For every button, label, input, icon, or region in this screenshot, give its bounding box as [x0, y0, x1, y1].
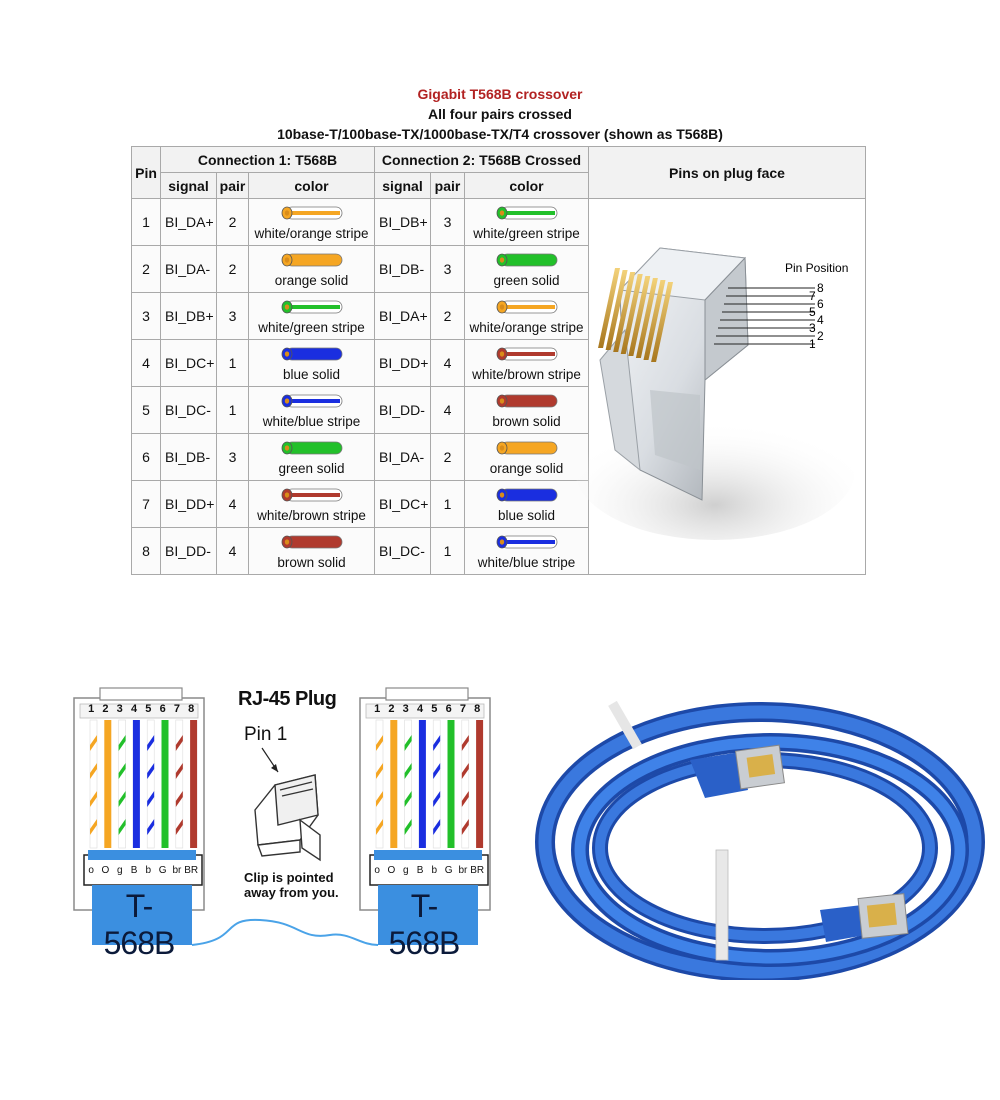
pair-cell: 2	[431, 434, 465, 481]
plug-pin-number: 1	[809, 337, 816, 351]
pair-cell: 1	[431, 481, 465, 528]
wire-color-code: br	[172, 865, 182, 876]
clip-note-line2: away from you.	[244, 885, 339, 900]
signal-cell: BI_DC+	[161, 340, 217, 387]
wire-pin-number: 1	[88, 703, 95, 715]
signal-cell: BI_DB+	[375, 199, 431, 246]
pair-cell: 4	[431, 340, 465, 387]
color-label: orange solid	[489, 461, 564, 476]
wire-pin-number: 3	[402, 703, 409, 715]
wire-pin-number: 2	[388, 703, 395, 715]
color-label: orange solid	[274, 273, 349, 288]
color-label: white/orange stripe	[254, 226, 369, 241]
wire-pin-number: 3	[116, 703, 123, 715]
rj45-plug-title: RJ-45 Plug	[238, 688, 337, 710]
color-label: green solid	[493, 273, 560, 288]
pair-cell: 2	[217, 246, 249, 293]
pin-cell: 4	[132, 340, 161, 387]
pin-cell: 7	[132, 481, 161, 528]
wire-pin-number: 4	[130, 703, 138, 715]
connector-wire	[104, 720, 111, 848]
right-pin-numbers	[370, 703, 484, 715]
wire-color-code: b	[431, 865, 438, 876]
pair-cell: 1	[431, 528, 465, 575]
pin-header: Pin	[132, 147, 161, 199]
color-label: white/green stripe	[473, 226, 580, 241]
signal-cell: BI_DC-	[375, 528, 431, 575]
pin-cell: 3	[132, 293, 161, 340]
pair-cell: 2	[217, 199, 249, 246]
wire-pin-number: 1	[374, 703, 381, 715]
wire-pin-number: 8	[474, 703, 481, 715]
wire-color-code: o	[374, 865, 380, 876]
clip-note-line1: Clip is pointed	[244, 870, 334, 885]
wire-color-code: G	[158, 865, 167, 876]
signal-cell: BI_DB+	[161, 293, 217, 340]
connector-wire	[390, 720, 397, 848]
color-label: white/brown stripe	[472, 367, 581, 382]
pair-cell: 4	[217, 481, 249, 528]
right-color-codes	[370, 865, 484, 876]
signal-cell: BI_DB-	[375, 246, 431, 293]
pair-cell: 1	[217, 387, 249, 434]
pair-subheader: pair	[217, 173, 249, 199]
pair-cell: 1	[217, 340, 249, 387]
pin-cell: 6	[132, 434, 161, 481]
color-label: green solid	[278, 461, 345, 476]
signal-cell: BI_DD+	[161, 481, 217, 528]
rj45-plug-sketch	[255, 775, 320, 860]
wire-color-code: br	[458, 865, 468, 876]
wire-pin-number: 6	[445, 703, 452, 715]
plug-pin-number: 7	[809, 289, 816, 303]
plug-pin-number: 8	[817, 281, 824, 295]
plug-pin-number: 6	[817, 297, 824, 311]
plug-pin-number: 3	[809, 321, 816, 335]
pair-cell: 4	[217, 528, 249, 575]
color-label: white/green stripe	[258, 320, 365, 335]
wire-pin-number: 5	[145, 703, 152, 715]
left-color-codes	[84, 865, 198, 876]
flat-blue-ethernet-cable	[545, 701, 975, 972]
wire-pin-number: 2	[102, 703, 109, 715]
signal-subheader: signal	[375, 173, 431, 199]
connection-2-header: Connection 2: T568B Crossed	[375, 147, 589, 173]
wire-color-code: b	[145, 865, 152, 876]
color-subheader: color	[465, 173, 589, 199]
diagram-title: Gigabit T568B crossover	[417, 86, 583, 102]
color-label: brown solid	[277, 555, 346, 570]
signal-cell: BI_DD-	[161, 528, 217, 575]
connection-1-header: Connection 1: T568B	[161, 147, 375, 173]
wire-pin-number: 4	[416, 703, 424, 715]
pair-cell: 3	[217, 434, 249, 481]
connector-wire	[448, 720, 455, 848]
wire-color-code: B	[130, 865, 138, 876]
wire-color-code: g	[402, 865, 409, 876]
pair-cell: 2	[431, 293, 465, 340]
signal-cell: BI_DB-	[161, 434, 217, 481]
wire-color-code: O	[387, 865, 396, 876]
signal-cell: BI_DC+	[375, 481, 431, 528]
signal-cell: BI_DA-	[375, 434, 431, 481]
signal-cell: BI_DA+	[375, 293, 431, 340]
connector-wire	[419, 720, 426, 848]
signal-cell: BI_DA+	[161, 199, 217, 246]
color-label: white/orange stripe	[469, 320, 584, 335]
wire-pin-number: 8	[188, 703, 195, 715]
wire-color-code: g	[116, 865, 123, 876]
signal-subheader: signal	[161, 173, 217, 199]
signal-cell: BI_DD-	[375, 387, 431, 434]
wire-color-code: BR	[184, 865, 199, 876]
plug-pin-number: 2	[817, 329, 824, 343]
diagram-description: 10base-T/100base-TX/1000base-TX/T4 crossover (shown as T568B)	[277, 126, 723, 142]
signal-cell: BI_DC-	[161, 387, 217, 434]
pin-cell: 5	[132, 387, 161, 434]
left-standard-label: T-568B	[103, 888, 175, 961]
pair-cell: 3	[217, 293, 249, 340]
pin-cell: 8	[132, 528, 161, 575]
wire-pin-number: 5	[431, 703, 438, 715]
wire-pin-number: 6	[159, 703, 166, 715]
color-label: brown solid	[492, 414, 561, 429]
connector-wire	[133, 720, 140, 848]
wire-color-code: G	[444, 865, 453, 876]
pair-subheader: pair	[431, 173, 465, 199]
wire-color-code: B	[416, 865, 424, 876]
connecting-cable	[192, 920, 378, 945]
plug-pin-number: 4	[817, 313, 824, 327]
right-standard-label: T-568B	[388, 888, 460, 961]
pair-cell: 3	[431, 246, 465, 293]
pin-cell: 1	[132, 199, 161, 246]
signal-cell: BI_DD+	[375, 340, 431, 387]
connector-wire	[162, 720, 169, 848]
plug-face-header: Pins on plug face	[589, 147, 866, 199]
color-label: white/brown stripe	[257, 508, 366, 523]
signal-cell: BI_DA-	[161, 246, 217, 293]
diagram-subtitle: All four pairs crossed	[428, 106, 572, 122]
pin1-label: Pin 1	[244, 724, 288, 745]
pin-position-caption: Pin Position	[785, 261, 849, 275]
pair-cell: 4	[431, 387, 465, 434]
left-pin-numbers	[84, 703, 198, 715]
plug-pin-number: 5	[809, 305, 816, 319]
color-label: blue solid	[497, 508, 556, 523]
wire-pin-number: 7	[459, 703, 466, 715]
wire-color-code: O	[101, 865, 110, 876]
connector-wire	[190, 720, 197, 848]
color-subheader: color	[249, 173, 375, 199]
pair-cell: 3	[431, 199, 465, 246]
color-label: white/blue stripe	[477, 555, 576, 570]
pin-cell: 2	[132, 246, 161, 293]
wire-pin-number: 7	[173, 703, 180, 715]
connector-wire	[476, 720, 483, 848]
wire-color-code: o	[88, 865, 94, 876]
color-label: blue solid	[282, 367, 341, 382]
wire-color-code: BR	[470, 865, 485, 876]
color-label: white/blue stripe	[262, 414, 361, 429]
